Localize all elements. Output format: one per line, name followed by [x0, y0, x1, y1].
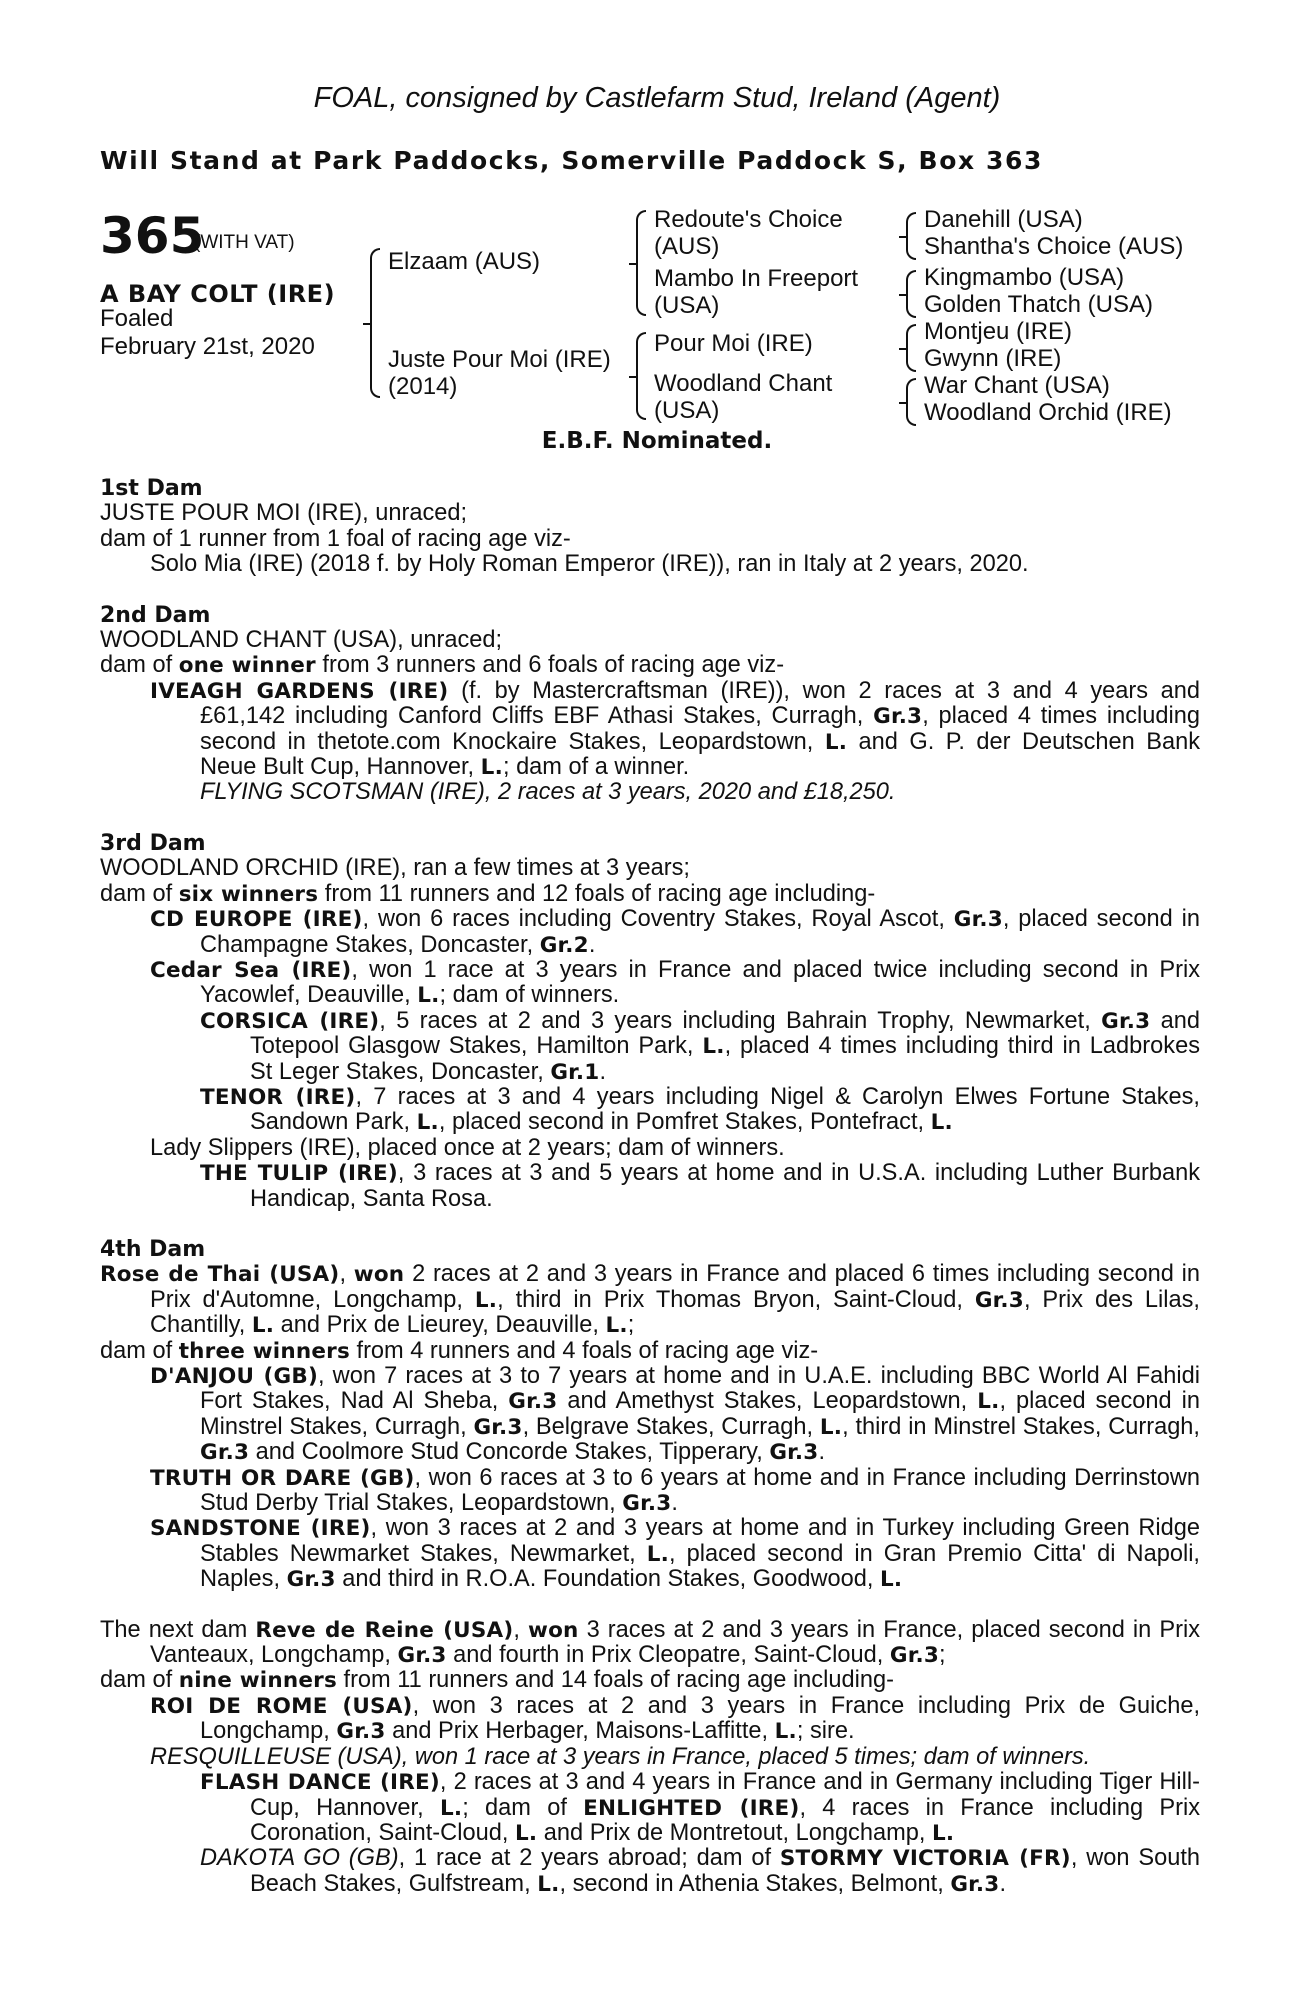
- race-grade: Gr.3: [889, 1643, 940, 1669]
- horse-name: THE TULIP (IRE): [200, 1161, 398, 1187]
- brace-g3-3: [906, 324, 916, 372]
- text-run: .: [671, 1490, 678, 1517]
- text-run: ,: [339, 1261, 354, 1288]
- race-grade: L.: [930, 1110, 953, 1136]
- race-grade: Gr.2: [539, 932, 589, 958]
- pedigree-dam-name: Juste Pour Moi (IRE): [388, 346, 611, 373]
- horse-name: CORSICA (IRE): [200, 1008, 380, 1034]
- produce-entry: [100, 1770, 1200, 1846]
- third-dam-line: WOODLAND ORCHID (IRE), ran a few times at 3 years;: [100, 855, 690, 882]
- race-grade: L.: [251, 1313, 275, 1339]
- next-dam-section: [100, 1618, 1200, 1897]
- race-grade: Gr.3: [953, 907, 1003, 933]
- text-run: , 5 races at 2 and 3 years including Bahrain Trophy, Newmarket,: [379, 1007, 1102, 1034]
- text-run: and Amethyst Stakes, Leopardstown,: [557, 1388, 978, 1415]
- third-dam-heading: 3rd Dam: [100, 830, 206, 856]
- pedigree-dam-dam-country: (USA): [654, 397, 720, 424]
- race-grade: Gr.3: [950, 1871, 1000, 1897]
- pedigree-ssd: Shantha's Choice (AUS): [924, 233, 1184, 260]
- pedigree-sss: Danehill (USA): [924, 206, 1083, 233]
- race-grade: Gr.3: [397, 1643, 447, 1669]
- text-run: .: [818, 1439, 826, 1466]
- race-grade: L.: [474, 1287, 498, 1313]
- text-run: , 7 races at 3 and 4 years including Nigel & Carolyn Elwes Fortune Stakes, Sandown Park,: [250, 1083, 1200, 1136]
- fourth-dam-line: [100, 1262, 1200, 1338]
- horse-name: Cedar Sea (IRE): [150, 957, 352, 983]
- text-run: 3 races at 2 and 3 years in France, placed second in Prix Vanteaux, Longchamp,: [150, 1616, 1200, 1669]
- pedigree-dss: Montjeu (IRE): [924, 318, 1073, 345]
- race-grade: Gr.3: [336, 1719, 386, 1745]
- text-run: , placed second in Champagne Stakes, Doncaster,: [200, 906, 1200, 958]
- race-grade: L.: [416, 1110, 439, 1136]
- fourth-dam-heading: 4th Dam: [100, 1236, 206, 1262]
- text-run: and fourth in Prix Cleopatre, Saint-Cloud,: [446, 1642, 890, 1669]
- pedigree-sire-dam-name: Mambo In Freeport: [654, 265, 859, 292]
- text-run: , 1 race at 2 years abroad; dam of: [398, 1845, 780, 1872]
- text-run: dam of: [100, 1337, 179, 1364]
- text-run: , won 7 races at 3 to 7 years at home and in U.A.E. including BBC World Al Fahidi Fort Stakes, Nad Al Sheba,: [200, 1363, 1200, 1415]
- first-dam-foal: Solo Mia (IRE) (2018 f. by Holy Roman Emperor (IRE)), ran in Italy at 2 years, 2020.: [150, 551, 1029, 578]
- text-run: , second in Athenia Stakes, Belmont,: [559, 1870, 951, 1897]
- produce-entry: [100, 907, 1200, 958]
- produce-entry: [100, 679, 1200, 781]
- pedigree-sire-dam-country: (USA): [654, 292, 720, 319]
- text-run: , won South Beach Stakes, Gulfstream,: [250, 1845, 1200, 1897]
- horse-name: CD EUROPE (IRE): [150, 907, 363, 933]
- horse-name: D'ANJOU (GB): [150, 1364, 318, 1389]
- race-grade: L.: [439, 1795, 463, 1821]
- race-grade: L.: [514, 1820, 538, 1846]
- produce-entry: RESQUILLEUSE (USA), won 1 race at 3 years in France, placed 5 times; dam of winners.: [150, 1743, 1091, 1770]
- text-run: 2 races at 2 and 3 years in France and placed 6 times including second in Prix d'Automne, Longchamp,: [150, 1261, 1200, 1313]
- third-dam-produce: [100, 882, 1200, 907]
- pedigree-dam: [388, 346, 611, 400]
- text-run: ; dam of: [462, 1794, 584, 1821]
- produce-entry: [100, 1161, 1200, 1212]
- text-run: from 4 runners and 4 foals of racing age viz-: [349, 1337, 819, 1364]
- pedigree-gen3-group2: [924, 264, 1153, 318]
- horse-name: TRUTH OR DARE (GB): [150, 1465, 415, 1491]
- text-run: The next dam: [100, 1616, 256, 1643]
- horse-name: STORMY VICTORIA (FR): [779, 1846, 1071, 1872]
- pedigree-gen3-group4: [924, 372, 1172, 426]
- text-run: ; dam of winners.: [439, 982, 620, 1009]
- winner-count: three winners: [178, 1338, 350, 1364]
- text-run: , won 6 races at 3 to 6 years at home and in France including Derrinstown Stud Derby Trial Stakes, Leopardstown,: [200, 1464, 1200, 1517]
- third-dam-section: [100, 831, 1200, 1212]
- race-grade: L.: [824, 729, 848, 755]
- winner-count: nine winners: [178, 1668, 337, 1694]
- text-run: and Prix de Montretout, Longchamp,: [537, 1819, 932, 1846]
- brace-g3-2: [906, 270, 916, 318]
- race-grade: Gr.3: [1101, 1008, 1151, 1034]
- produce-entry: [100, 1694, 1200, 1745]
- race-grade: L.: [879, 1567, 903, 1593]
- produce-record: [100, 476, 1200, 1922]
- race-grade: L.: [702, 1034, 725, 1060]
- produce-entry: Lady Slippers (IRE), placed once at 2 years; dam of winners.: [150, 1134, 785, 1161]
- text-run: dam of: [100, 1667, 179, 1694]
- pedigree-sire-sire-name: Redoute's Choice: [654, 206, 843, 233]
- race-grade: Gr.3: [873, 704, 923, 730]
- race-grade: Gr.3: [200, 1440, 250, 1466]
- sire-parents-brace: [636, 210, 646, 316]
- text-run: (f. by Mastercraftsman (IRE)), won 2 races at 3 and 4 years and £61,142 including Canford Cliffs EBF Athasi Stakes, Curragh,: [200, 677, 1201, 730]
- text-run: , won 3 races at 2 and 3 years at home and in Turkey including Green Ridge Stables Newmarket Stakes, Newmarket,: [200, 1515, 1201, 1567]
- produce-entry: [100, 1516, 1200, 1592]
- race-grade: L.: [932, 1820, 955, 1846]
- race-grade: Gr.3: [508, 1389, 558, 1415]
- produce-entry: [100, 1085, 1200, 1136]
- horse-name: ENLIGHTED (IRE): [583, 1795, 800, 1821]
- text-run: , placed second in Gran Premio Citta' di Napoli, Naples,: [200, 1540, 1200, 1593]
- race-grade: Gr.3: [974, 1287, 1024, 1313]
- produce-entry: [100, 1466, 1200, 1517]
- first-dam-heading: 1st Dam: [100, 476, 203, 501]
- pedigree-dam-dam-name: Woodland Chant: [654, 370, 833, 397]
- horse-name: DAKOTA GO (GB): [200, 1845, 399, 1872]
- second-dam-produce: [100, 653, 1200, 678]
- horse-name: Reve de Reine (USA): [255, 1617, 514, 1643]
- text-run: from 11 runners and 14 foals of racing age including-: [336, 1667, 894, 1694]
- brace-g3-4: [906, 378, 916, 426]
- race-grade: Gr.3: [622, 1491, 672, 1517]
- text-run: ; dam of a winner.: [502, 754, 690, 781]
- won-label: won: [353, 1262, 405, 1288]
- race-grade: Gr.1: [550, 1059, 600, 1085]
- text-run: ,: [513, 1616, 529, 1643]
- pedigree-dsd: Gwynn (IRE): [924, 345, 1062, 372]
- text-run: dam of: [100, 652, 179, 679]
- race-grade: Gr.3: [769, 1440, 819, 1466]
- ebf-nomination: E.B.F. Nominated.: [541, 428, 773, 454]
- foaled-info: [100, 305, 315, 361]
- text-run: and Prix Herbager, Maisons-Laffitte,: [385, 1718, 775, 1745]
- text-run: , third in Minstrel Stakes, Curragh,: [842, 1413, 1200, 1440]
- race-grade: L.: [480, 755, 503, 781]
- sire-dam-brace: [370, 248, 380, 398]
- text-run: .: [599, 1058, 607, 1085]
- text-run: .: [588, 931, 596, 958]
- text-run: , Belgrave Stakes, Curragh,: [522, 1413, 820, 1440]
- foaled-label: Foaled: [100, 305, 174, 332]
- next-dam-produce: [100, 1668, 1200, 1693]
- pedigree-dam-year: (2014): [388, 373, 458, 400]
- race-grade: Gr.3: [286, 1567, 336, 1593]
- second-dam-section: [100, 603, 1200, 806]
- race-grade: Gr.3: [473, 1414, 523, 1440]
- race-grade: L.: [774, 1719, 797, 1745]
- race-grade: L.: [605, 1313, 628, 1339]
- horse-name: ROI DE ROME (USA): [150, 1693, 413, 1719]
- first-dam-produce: dam of 1 runner from 1 foal of racing age viz-: [100, 525, 571, 552]
- pedigree-sdd: Golden Thatch (USA): [924, 291, 1153, 318]
- race-grade: L.: [977, 1389, 1000, 1415]
- horse-name: SANDSTONE (IRE): [150, 1516, 371, 1542]
- horse-name: IVEAGH GARDENS (IRE): [150, 678, 449, 704]
- pedigree-ddd: Woodland Orchid (IRE): [924, 399, 1172, 426]
- race-grade: L.: [646, 1541, 670, 1567]
- fourth-dam-produce: [100, 1339, 1200, 1364]
- horse-name: TENOR (IRE): [200, 1084, 356, 1110]
- text-run: , won 1 race at 3 years in France and placed twice including second in Prix Yacowlef, Deauville,: [200, 956, 1200, 1009]
- text-run: , placed second in Pomfret Stakes, Pontefract,: [438, 1109, 931, 1136]
- produce-entry: [100, 1846, 1200, 1897]
- first-dam-line: JUSTE POUR MOI (IRE), unraced;: [100, 500, 468, 527]
- text-run: and Totepool Glasgow Stakes, Hamilton Park,: [250, 1007, 1201, 1060]
- text-run: from 11 runners and 12 foals of racing age including-: [318, 880, 876, 907]
- text-run: , third in Prix Thomas Bryon, Saint-Cloud,: [497, 1286, 975, 1313]
- text-run: ;: [939, 1642, 946, 1669]
- second-dam-heading: 2nd Dam: [100, 602, 211, 628]
- text-run: ;: [627, 1312, 635, 1339]
- first-dam-section: [100, 476, 1200, 578]
- next-dam-line: [100, 1618, 1200, 1669]
- produce-entry: FLYING SCOTSMAN (IRE), 2 races at 3 years, 2020 and £18,250.: [200, 779, 896, 806]
- text-run: from 3 runners and 6 foals of racing age viz-: [315, 652, 785, 679]
- text-run: , placed second in Minstrel Stakes, Curragh,: [200, 1388, 1200, 1440]
- text-run: , Prix des Lilas, Chantilly,: [150, 1286, 1200, 1339]
- race-grade: L.: [537, 1871, 560, 1897]
- text-run: , won 6 races including Coventry Stakes, Royal Ascot,: [362, 906, 954, 933]
- text-run: and G. P. der Deutschen Bank Neue Bult Cup, Hannover,: [200, 728, 1200, 781]
- produce-entry: [100, 1364, 1200, 1466]
- vat-note: (WITH VAT): [194, 232, 295, 253]
- pedigree-dam-sire: Pour Moi (IRE): [654, 330, 813, 357]
- race-grade: L.: [819, 1414, 843, 1440]
- lot-number: 365: [100, 207, 205, 265]
- text-run: , 2 races at 3 and 4 years in France and in Germany including Tiger Hill-Cup, Hannover,: [250, 1769, 1200, 1821]
- text-run: and Prix de Lieurey, Deauville,: [274, 1312, 606, 1339]
- pedigree-sire: Elzaam (AUS): [388, 248, 541, 275]
- produce-entry: [100, 958, 1200, 1009]
- race-grade: L.: [417, 983, 440, 1009]
- text-run: and third in R.O.A. Foundation Stakes, Goodwood,: [335, 1566, 880, 1593]
- winner-count: one winner: [178, 653, 316, 679]
- text-run: .: [999, 1870, 1006, 1897]
- text-run: dam of: [100, 880, 179, 907]
- pedigree-sire-dam: [654, 265, 858, 319]
- won-label: won: [528, 1617, 579, 1643]
- pedigree-sire-sire: [654, 206, 843, 260]
- foaled-date: February 21st, 2020: [100, 333, 315, 360]
- stand-location: Will Stand at Park Paddocks, Somerville Paddock S, Box 363: [100, 146, 1043, 175]
- dam-parents-brace: [636, 332, 646, 420]
- horse-name: FLASH DANCE (IRE): [200, 1770, 440, 1796]
- pedigree-dds: War Chant (USA): [924, 372, 1110, 399]
- pedigree-sire-sire-country: (AUS): [654, 233, 720, 260]
- text-run: , placed 4 times including second in thetote.com Knockaire Stakes, Leopardstown,: [200, 703, 1200, 755]
- text-run: , 3 races at 3 and 5 years at home and in U.S.A. including Luther Burbank Handicap, Santa Rosa.: [250, 1160, 1201, 1212]
- produce-entry: [100, 1009, 1200, 1085]
- pedigree-sds: Kingmambo (USA): [924, 264, 1125, 291]
- pedigree-gen3-group1: [924, 206, 1183, 260]
- fourth-dam-section: [100, 1237, 1200, 1593]
- pedigree-gen3-group3: [924, 318, 1072, 372]
- lot-description: A BAY COLT (IRE): [100, 280, 336, 308]
- winner-count: six winners: [178, 881, 319, 907]
- text-run: , 4 races in France including Prix Coronation, Saint-Cloud,: [250, 1794, 1200, 1846]
- brace-g3-1: [906, 212, 916, 260]
- consignor-title: FOAL, consigned by Castlefarm Stud, Ireland (Agent): [313, 82, 1001, 114]
- text-run: , won 3 races at 2 and 3 years in France including Prix de Guiche, Longchamp,: [200, 1692, 1200, 1745]
- pedigree-dam-dam: [654, 370, 832, 424]
- text-run: and Coolmore Stud Concorde Stakes, Tipperary,: [249, 1439, 770, 1466]
- text-run: , placed 4 times including third in Ladbrokes St Leger Stakes, Doncaster,: [250, 1033, 1200, 1085]
- horse-name: Rose de Thai (USA): [100, 1262, 340, 1288]
- text-run: ; sire.: [796, 1718, 855, 1745]
- second-dam-line: WOODLAND CHANT (USA), unraced;: [100, 627, 503, 654]
